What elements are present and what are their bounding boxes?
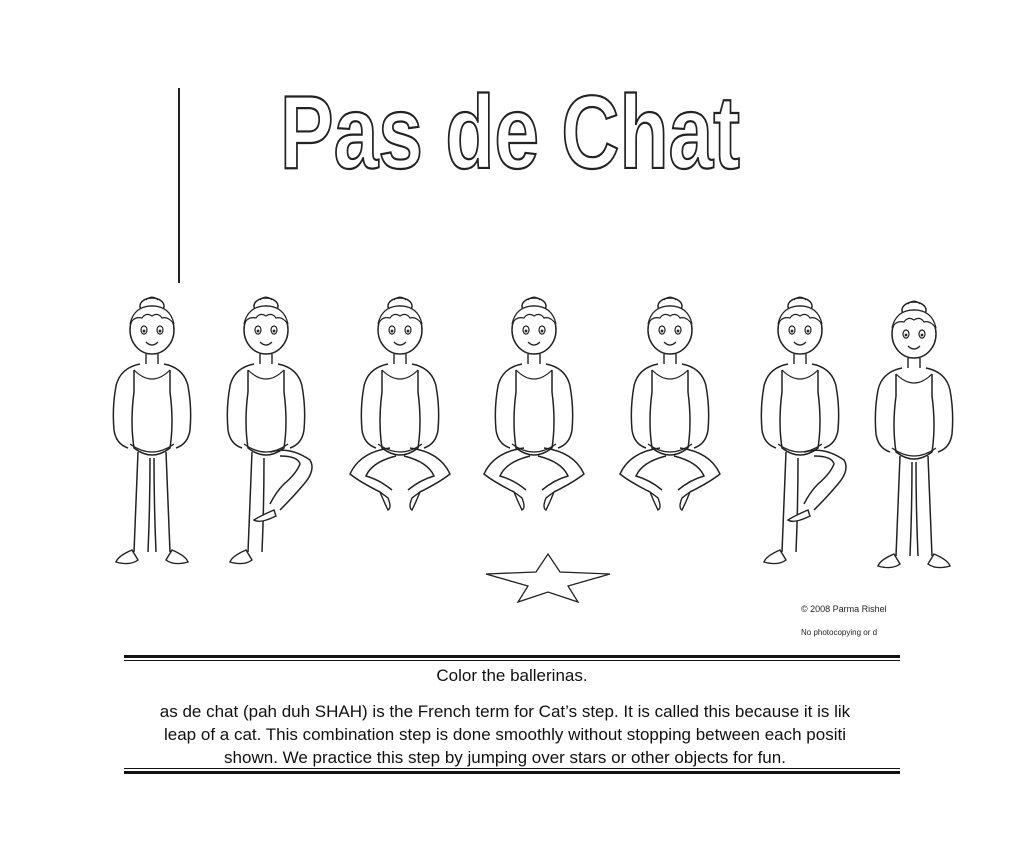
description-line: leap of a cat. This combination step is done smoothly without stopping between each positi — [164, 725, 846, 744]
description-block — [110, 700, 900, 766]
description-line: shown. We practice this step by jumping over stars or other objects for fun. — [224, 748, 786, 767]
top-rule — [124, 655, 900, 658]
ballerina-figure — [350, 297, 450, 510]
instruction-text: Color the ballerinas. — [436, 666, 588, 685]
bottom-rule — [124, 771, 900, 774]
description-line: as de chat (pah duh SHAH) is the French term for Cat’s step. It is called this because it is lik — [159, 702, 851, 721]
ballerina-figure — [620, 297, 720, 510]
page-title-text: Pas de Chat — [280, 75, 740, 191]
ballerina-figure — [113, 297, 190, 564]
ballerina-figure — [761, 297, 846, 564]
page-title — [260, 70, 760, 191]
no-photocopy-notice: No photocopying or d — [801, 628, 878, 637]
copyright-text: © 2008 Parma Rishel — [801, 604, 887, 614]
vertical-guide-line — [178, 88, 180, 283]
ballerina-figure — [227, 297, 312, 564]
ballerina-figure — [875, 301, 952, 568]
star-icon — [484, 552, 612, 604]
ballerina-figure — [484, 297, 584, 510]
top-rule-thin — [124, 660, 900, 661]
ballerina-illustration — [124, 280, 900, 580]
bottom-rule-thin — [124, 768, 900, 769]
